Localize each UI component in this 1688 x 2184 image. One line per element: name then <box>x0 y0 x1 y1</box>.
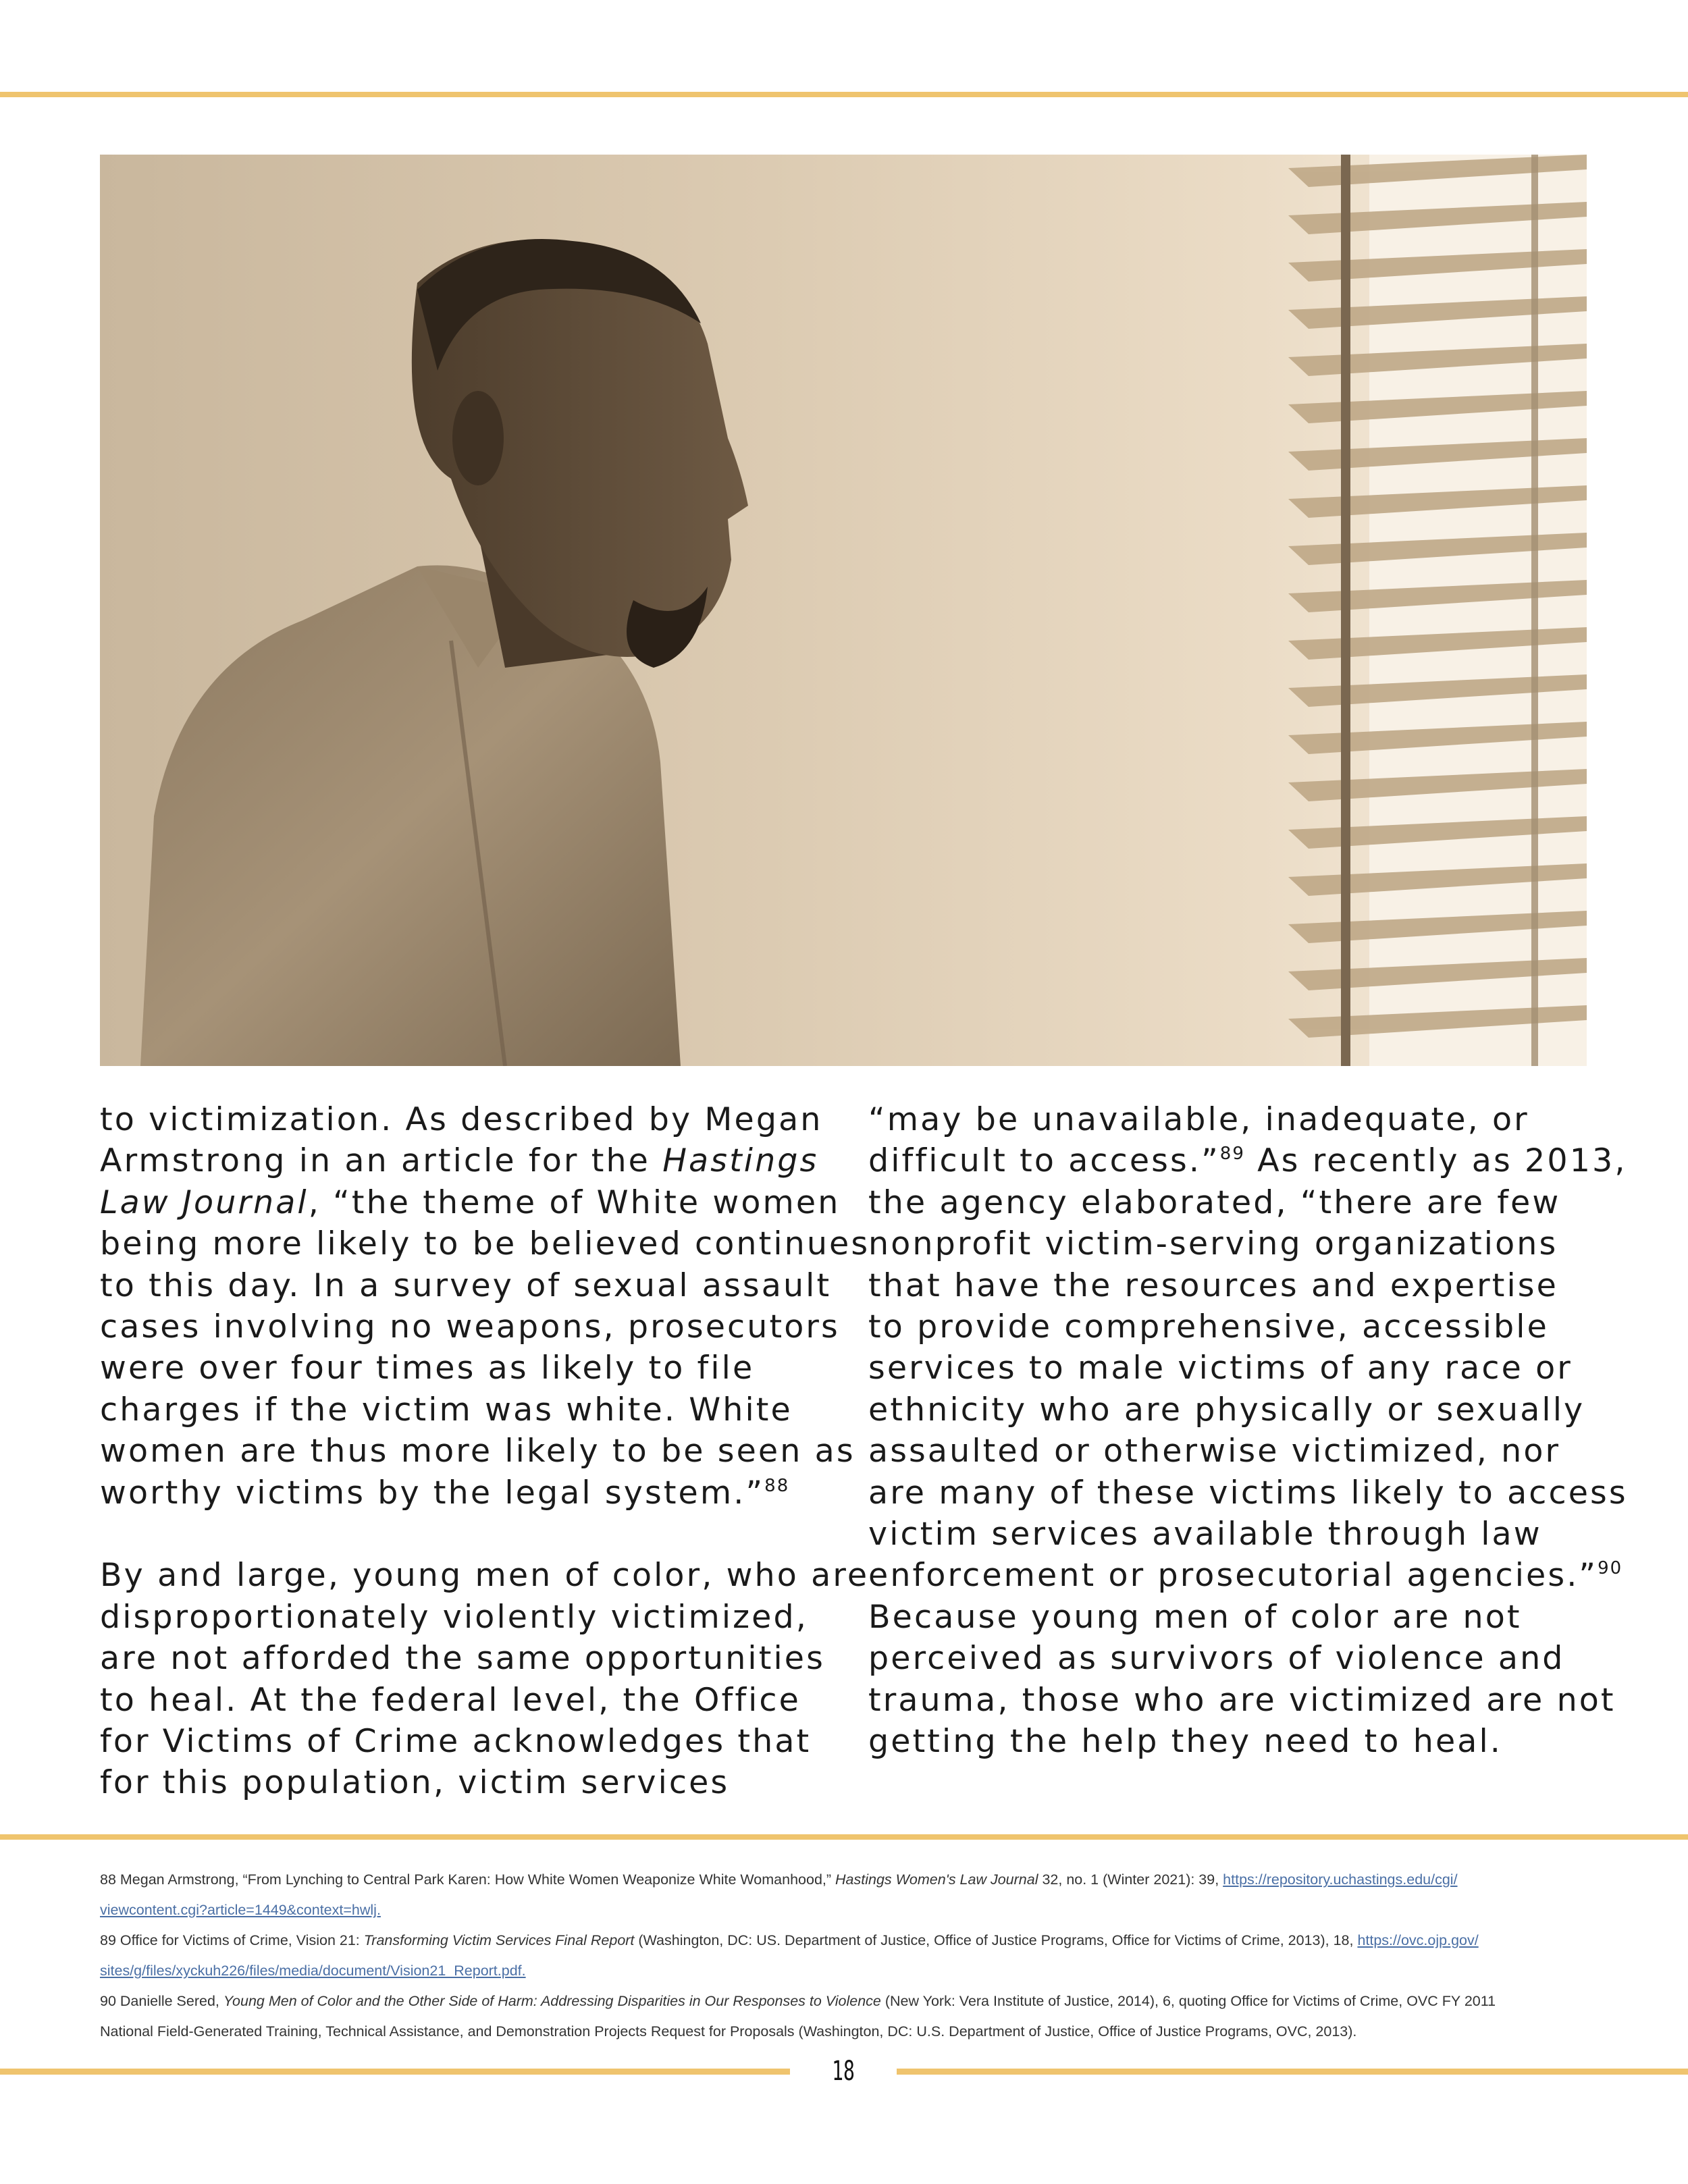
text-line: to this day. In a survey of sexual assault <box>100 1267 832 1304</box>
journal-title: Hastings <box>662 1142 819 1180</box>
footnote-ref-90[interactable]: 90 <box>1598 1558 1623 1579</box>
text-line: perceived as survivors of violence and <box>868 1640 1565 1678</box>
text-line: victim services available through law <box>868 1516 1542 1553</box>
body-column-right <box>868 1099 1645 1763</box>
text-line: being more likely to be believed continues <box>100 1225 870 1263</box>
photo-man-by-window <box>100 155 1587 1066</box>
footnote-90-cont: National Field-Generated Training, Technical Assistance, and Demonstration Projects Request for Proposals (Washington, DC: U.S. Department of Justice, Office of Justice Programs, OVC, 2013). <box>100 2023 1357 2040</box>
page-number: 18 <box>832 2056 855 2087</box>
text-line <box>100 1472 849 1514</box>
paragraph <box>100 1555 870 1803</box>
text-line: the agency elaborated, “there are few <box>868 1183 1561 1221</box>
text-segment: As recently as 2013, <box>1244 1142 1627 1180</box>
footnote-89-cont <box>100 1956 1592 1986</box>
text-line: to provide comprehensive, accessible <box>868 1308 1549 1346</box>
text-line: to heal. At the federal level, the Office <box>100 1681 801 1719</box>
journal-title: Law Journal <box>100 1183 309 1221</box>
text-line: trauma, those who are victimized are not <box>868 1681 1616 1719</box>
bottom-rule-right <box>897 2069 1688 2075</box>
text-line: for Victims of Crime acknowledges that <box>100 1723 812 1761</box>
footnote-title: Young Men of Color and the Other Side of Harm: Addressing Disparities in Our Responses to Violence <box>223 1993 881 2009</box>
text-line: for this population, victim services <box>100 1764 730 1802</box>
footnote-link[interactable]: https://repository.uchastings.edu/cgi/ <box>1223 1871 1458 1888</box>
text-segment: worthy victims by the legal system.” <box>100 1474 765 1512</box>
text-line <box>100 1182 849 1223</box>
text-segment: , “the theme of White women <box>308 1183 841 1221</box>
footnotes <box>100 1865 1592 2047</box>
text-line: assaulted or otherwise victimized, nor <box>868 1433 1561 1470</box>
footnote-link[interactable]: viewcontent.cgi?article=1449&context=hwlj. <box>100 1902 381 1918</box>
footnote-divider <box>0 1834 1688 1840</box>
footnote-text: (Washington, DC: US. Department of Justice, Office of Justice Programs, Office for Victims of Crime, 2013), 18, <box>634 1932 1358 1948</box>
text-line: were over four times as likely to file <box>100 1350 755 1387</box>
text-line: women are thus more likely to be seen as <box>100 1433 855 1470</box>
footnote-88-cont <box>100 1895 1592 1925</box>
footnote-text: 88 Megan Armstrong, “From Lynching to Central Park Karen: How White Women Weaponize White Womanhood,” <box>100 1871 836 1888</box>
text-line: getting the help they need to heal. <box>868 1723 1502 1761</box>
text-line: “may be unavailable, inadequate, or <box>868 1101 1529 1138</box>
footnote-title: Transforming Victim Services Final Report <box>363 1932 635 1948</box>
text-line: Because young men of color are not <box>868 1598 1522 1636</box>
footnote-90 <box>100 1986 1592 2017</box>
footnote-ref-89[interactable]: 89 <box>1219 1144 1245 1165</box>
text-segment: difficult to access.” <box>868 1142 1220 1180</box>
text-line: ethnicity who are physically or sexually <box>868 1391 1585 1429</box>
footnote-ref-88[interactable]: 88 <box>764 1475 790 1496</box>
footnote-text: 32, no. 1 (Winter 2021): 39, <box>1038 1871 1223 1888</box>
text-line: cases involving no weapons, prosecutors <box>100 1308 840 1346</box>
text-line: to victimization. As described by Megan <box>100 1101 823 1138</box>
text-line: nonprofit victim-serving organizations <box>868 1225 1558 1263</box>
text-line <box>868 1140 1645 1181</box>
footnote-89 <box>100 1925 1592 1956</box>
text-line: that have the resources and expertise <box>868 1267 1558 1304</box>
text-line: charges if the victim was white. White <box>100 1391 793 1429</box>
text-line: are many of these victims likely to access <box>868 1474 1628 1512</box>
footnote-text: 90 Danielle Sered, <box>100 1993 223 2009</box>
text-line: By and large, young men of color, who are <box>100 1557 870 1595</box>
footnote-text: 89 Office for Victims of Crime, Vision 21: <box>100 1932 364 1948</box>
footnote-title: Hastings Women's Law Journal <box>835 1871 1038 1888</box>
paragraph <box>868 1099 1645 1763</box>
footnote-88 <box>100 1865 1592 1895</box>
text-segment: Armstrong in an article for the <box>100 1142 663 1180</box>
footnote-link[interactable]: sites/g/files/xyckuh226/files/media/document/Vision21_Report.pdf. <box>100 1963 526 1979</box>
text-line <box>868 1555 1645 1596</box>
body-column-left <box>100 1099 870 1804</box>
paragraph <box>100 1099 870 1514</box>
text-line: disproportionately violently victimized, <box>100 1598 808 1636</box>
bottom-rule-left <box>0 2069 790 2075</box>
footnote-text: (New York: Vera Institute of Justice, 2014), 6, quoting Office for Victims of Crime, OVC FY 2011 <box>880 1993 1496 2009</box>
footnote-link[interactable]: https://ovc.ojp.gov/ <box>1357 1932 1479 1948</box>
text-line: services to male victims of any race or <box>868 1350 1573 1387</box>
text-line: are not afforded the same opportunities <box>100 1640 825 1678</box>
text-segment: enforcement or prosecutorial agencies.” <box>868 1557 1598 1595</box>
top-rule <box>0 92 1688 97</box>
text-line <box>100 1140 849 1181</box>
